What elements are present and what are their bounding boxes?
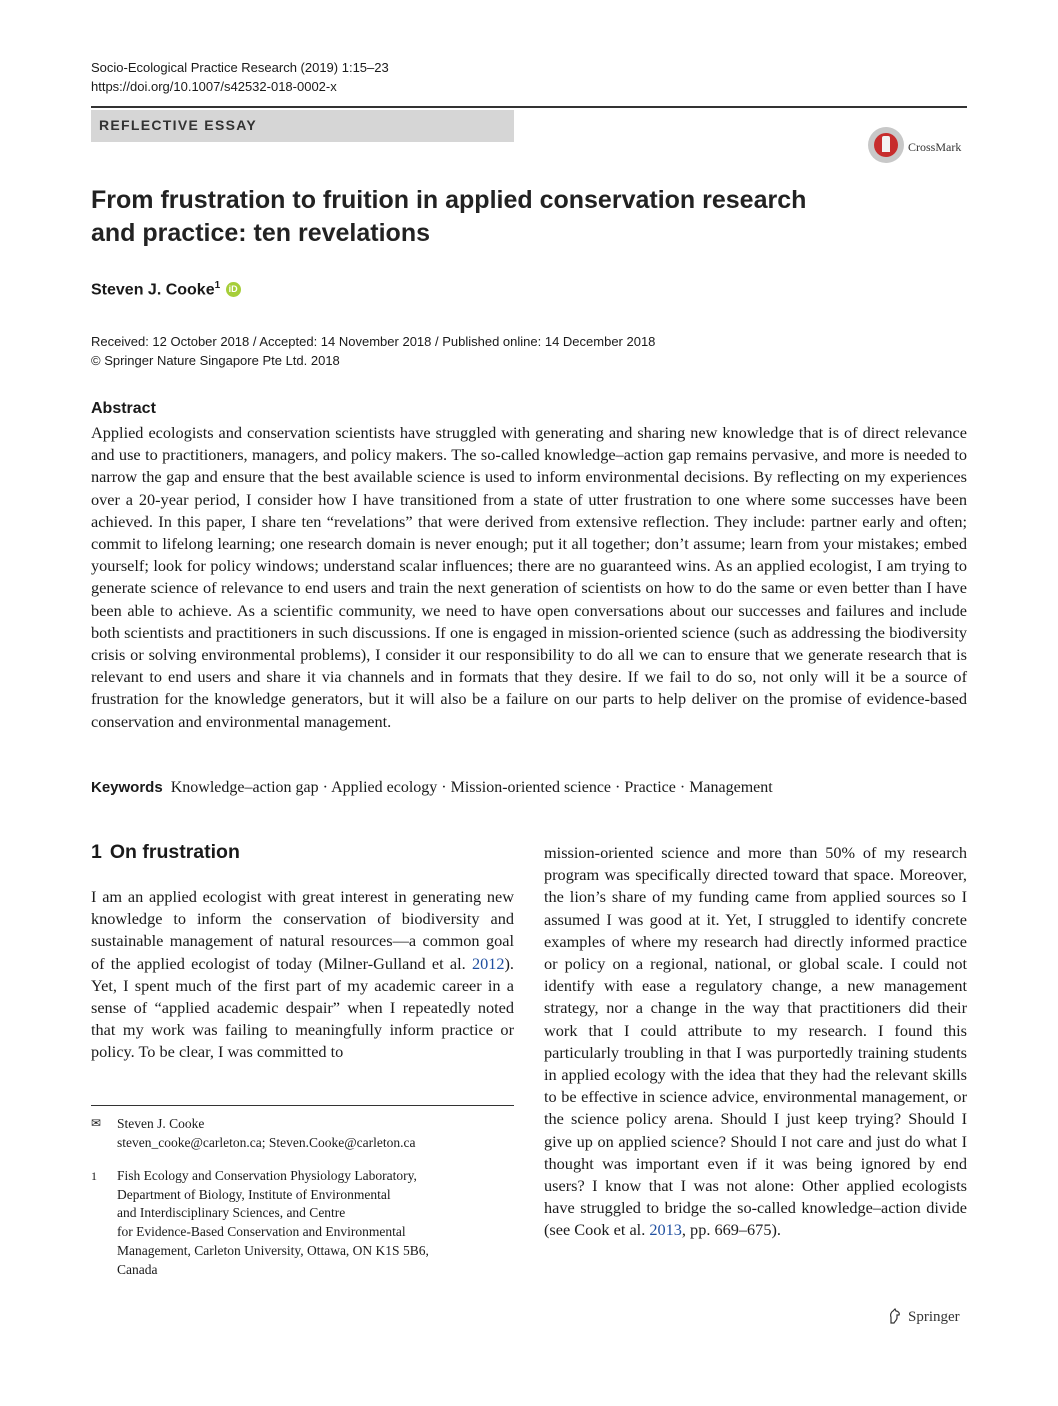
crossmark-icon [868, 127, 904, 163]
article-title: From frustration to fruition in applied conservation research and practice: ten revelations [91, 186, 807, 247]
author-name[interactable]: Steven J. Cooke [91, 281, 215, 299]
author-emails[interactable]: steven_cooke@carleton.ca; Steven.Cooke@carleton.ca [117, 1135, 416, 1150]
author-line [91, 280, 241, 299]
keywords-line [91, 777, 773, 799]
author-affiliation-mark: 1 [214, 280, 221, 291]
abstract-heading: Abstract [91, 400, 156, 417]
journal-header [91, 58, 389, 96]
affiliation-number: 1 [91, 1169, 97, 1183]
history-dates: Received: 12 October 2018 / Accepted: 14 November 2018 / Published online: 14 December 2018 [91, 334, 656, 349]
footnote-rule [91, 1105, 514, 1106]
keywords-label: Keywords [91, 779, 163, 796]
keywords-list: Knowledge–action gap · Applied ecology · Mission-oriented science · Practice · Management [170, 779, 773, 796]
envelope-icon: ✉ [91, 1116, 102, 1130]
corresponding-author: Steven J. Cooke [117, 1116, 205, 1131]
affiliation-line: Management, Carleton University, Ottawa, ON K1S 5B6, [117, 1242, 429, 1258]
springer-logo [888, 1308, 960, 1326]
affiliation-line: Department of Biology, Institute of Environmental [117, 1186, 391, 1202]
affiliation-line: Canada [117, 1261, 158, 1277]
citation-link[interactable]: 2013 [649, 1220, 682, 1240]
affiliation-line: for Evidence-Based Conservation and Environmental [117, 1224, 406, 1240]
section-title: On frustration [109, 841, 240, 863]
orcid-icon[interactable]: iD [226, 282, 241, 297]
section-number: 1 [91, 841, 102, 863]
affiliation-line: Fish Ecology and Conservation Physiology Laboratory, [117, 1168, 417, 1183]
crossmark-label: CrossMark [908, 140, 962, 154]
section-heading [91, 841, 240, 864]
header-rule [91, 106, 967, 108]
journal-citation: Socio-Ecological Practice Research (2019) 1:15–23 [91, 60, 389, 75]
body-text: I am an applied ecologist with great interest in generating new knowledge to inform the conservation of biodiversity and sustainable management of natural resources—a common goal of the applied ecologist of today (Milner-Gulland et al. [91, 887, 514, 973]
article-type-label: REFLECTIVE ESSAY [99, 117, 257, 133]
body-text: ). Yet, I spent much of the first part of my academic career in a sense of “applied academic despair” when I repeatedly noted that my work was failing to meaningfully inform practice or policy. To be clear, I was committed to [91, 953, 514, 1062]
correspondence-footnote [91, 1114, 514, 1152]
body-text: mission-oriented science and more than 50% of my research program was specifically directed toward that space. Moreover, the lion’s share of my funding came from applied sources so I assumed I was good at it. Yet, I struggled to identify concrete examples of where my research had directly informed practice or policy on a regional, national, or global scale. I could not identify with ease a regulatory change, a new management strategy, nor a change in the way that practitioners did their work that I could attribute to my research. I found this particularly troubling in that I was purportedly training students in applied ecology with the idea that they had the relevant skills to be effective in science advice, environmental management, or the science policy arena. Should I just keep trying? Should I give up on applied science? Should I not care and just do what I thought was important even if it was being ignored by end users? I know that I was not alone: Other applied ecologists have struggled to bridge the so-called knowledge–action divide (see Cook et al. [544, 843, 967, 1240]
springer-horse-icon [888, 1308, 902, 1324]
body-text: , pp. 669–675). [681, 1220, 781, 1240]
copyright-line: © Springer Nature Singapore Pte Ltd. 2018 [91, 353, 340, 368]
article-type-banner [91, 110, 514, 142]
affiliation-line: and Interdisciplinary Sciences, and Centre [117, 1205, 346, 1221]
affiliation-footnote [91, 1167, 514, 1279]
publication-dates [91, 332, 655, 370]
body-column-left [91, 886, 514, 1064]
springer-label: Springer [908, 1309, 960, 1325]
body-column-right [544, 842, 967, 1242]
crossmark-button[interactable] [868, 127, 972, 167]
abstract-text: Applied ecologists and conservation scientists have struggled with generating and sharing new knowledge that is of direct relevance and use to practitioners, managers, and policy makers. The so-called knowledge–action gap remains pervasive, and more is needed to narrow the gap and ensure that the best available science is used to inform environmental decisions. By reflecting on my experiences over a 20-year period, I consider how I have transitioned from a state of utter frustration to one where some successes have been achieved. In this paper, I share ten “revelations” that were derived from extensive reflection. They include: partner early and often; commit to lifelong learning; one research domain is never enough; put it all together; don’t assume; learn from your mistakes; embed yourself; look for policy windows; understand scalar influences; there are no guaranteed wins. As an applied ecologist, I am trying to generate science of relevance to end users and train the next generation of scientists on how to do the same or even better than I have been able to achieve. As a scientific community, we need to have open conversations about our successes and failures and include both scientists and practitioners in such discussions. If one is engaged in mission-oriented science (such as addressing the biodiversity crisis or solving environmental problems), I consider it our responsibility to do all we can to ensure that we generate research that is relevant to end users and share it via channels and in formats that they desire. If we fail to do so, not only will it be a source of frustration for the knowledge generators, but it will also be a failure on our parts to help deliver on the promise of evidence-based conservation and environmental management. [91, 423, 967, 731]
citation-link[interactable]: 2012 [471, 953, 505, 973]
doi-link[interactable]: https://doi.org/10.1007/s42532-018-0002-x [91, 79, 337, 94]
